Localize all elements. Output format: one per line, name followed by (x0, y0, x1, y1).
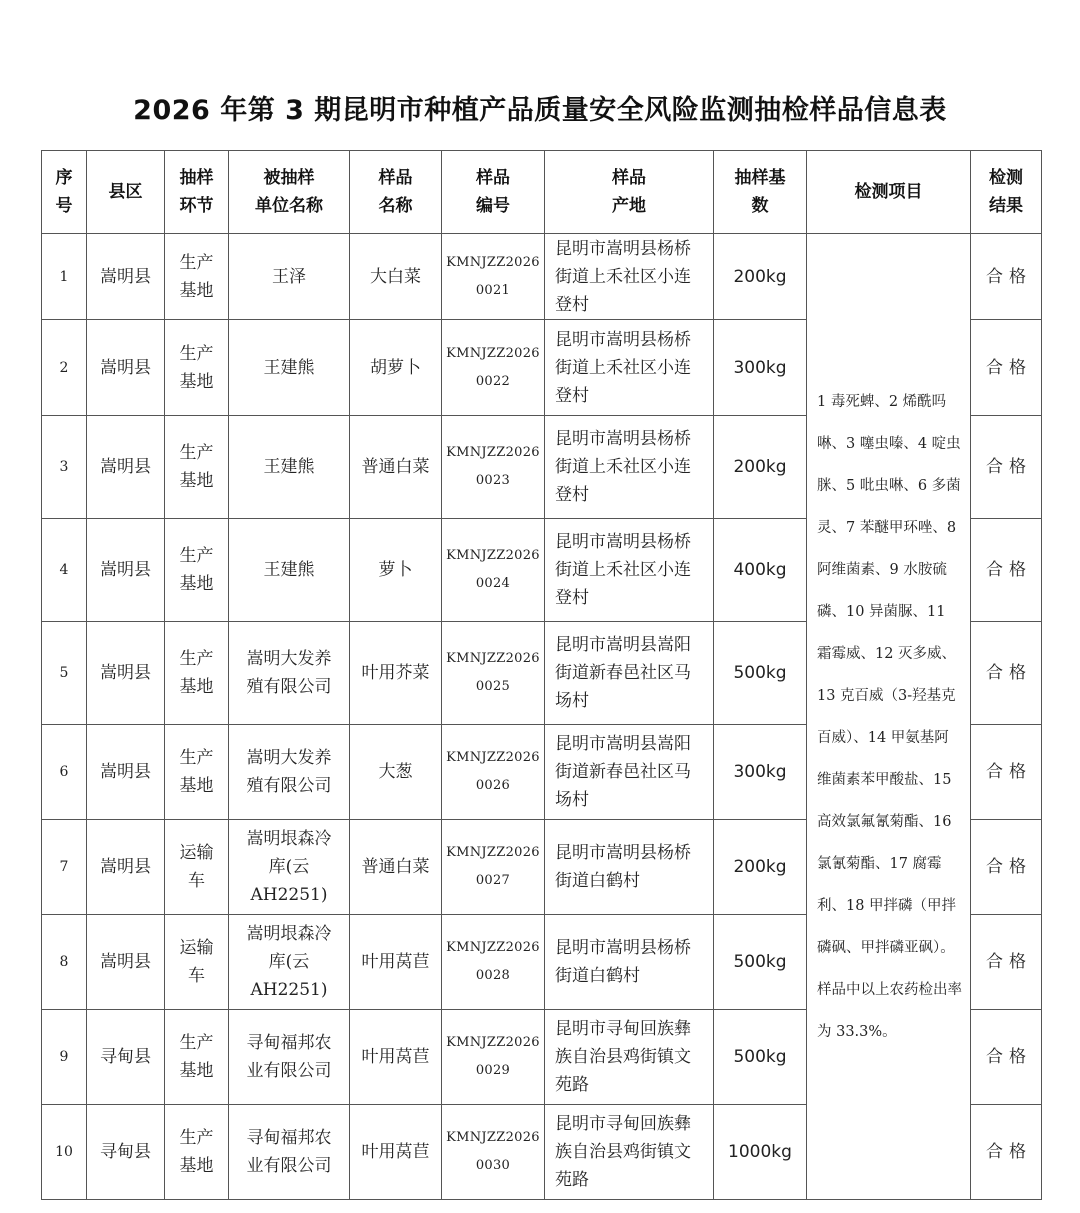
cell-qty: 200kg (714, 820, 807, 915)
cell-test-items: 1 毒死蜱、2 烯酰吗啉、3 噻虫嗪、4 啶虫脒、5 吡虫啉、6 多菌灵、7 苯醚甲环唑、8 阿维菌素、9 水胺硫磷、10 异菌脲、11 霜霉威、12 灭多威、13 克百威（3-羟基克百威）、14 甲氨基阿维菌素苯甲酸盐、15 高效氯氟氰菊酯、16 氯氰菊酯、17 腐霉利、18 甲拌磷（甲拌磷砜、甲拌磷亚砜）。样品中以上农药检出率为 33.3%。 (807, 234, 971, 1200)
cell-code: KMNJZZ2026 0022 (442, 320, 545, 416)
cell-origin: 昆明市寻甸回族彝 族自治县鸡街镇文 苑路 (545, 1105, 714, 1200)
header-code: 样品 编号 (442, 151, 545, 234)
cell-seq: 9 (42, 1010, 87, 1105)
cell-sample: 叶用莴苣 (350, 1010, 442, 1105)
cell-qty: 300kg (714, 725, 807, 820)
cell-stage: 生产 基地 (165, 725, 229, 820)
cell-result: 合格 (971, 234, 1042, 320)
cell-code: KMNJZZ2026 0027 (442, 820, 545, 915)
cell-qty: 200kg (714, 416, 807, 519)
cell-seq: 8 (42, 915, 87, 1010)
cell-sample: 叶用莴苣 (350, 1105, 442, 1200)
table-row (42, 234, 1042, 320)
cell-sample: 大白菜 (350, 234, 442, 320)
cell-qty: 500kg (714, 622, 807, 725)
cell-result: 合格 (971, 820, 1042, 915)
cell-qty: 500kg (714, 915, 807, 1010)
cell-code: KMNJZZ2026 0028 (442, 915, 545, 1010)
cell-unit: 嵩明大发养 殖有限公司 (229, 622, 350, 725)
cell-county: 嵩明县 (87, 519, 165, 622)
header-sample: 样品 名称 (350, 151, 442, 234)
cell-seq: 6 (42, 725, 87, 820)
cell-seq: 1 (42, 234, 87, 320)
cell-unit: 寻甸福邦农 业有限公司 (229, 1010, 350, 1105)
cell-origin: 昆明市嵩明县杨桥 街道上禾社区小连 登村 (545, 416, 714, 519)
cell-sample: 普通白菜 (350, 416, 442, 519)
cell-origin: 昆明市嵩明县杨桥 街道白鹤村 (545, 820, 714, 915)
cell-seq: 3 (42, 416, 87, 519)
cell-result: 合格 (971, 1105, 1042, 1200)
cell-result: 合格 (971, 915, 1042, 1010)
cell-stage: 生产 基地 (165, 416, 229, 519)
cell-stage: 生产 基地 (165, 234, 229, 320)
cell-seq: 4 (42, 519, 87, 622)
cell-code: KMNJZZ2026 0029 (442, 1010, 545, 1105)
cell-origin: 昆明市嵩明县杨桥 街道上禾社区小连 登村 (545, 519, 714, 622)
cell-seq: 5 (42, 622, 87, 725)
cell-result: 合格 (971, 725, 1042, 820)
cell-unit: 嵩明大发养 殖有限公司 (229, 725, 350, 820)
header-unit: 被抽样 单位名称 (229, 151, 350, 234)
cell-county: 嵩明县 (87, 915, 165, 1010)
cell-stage: 生产 基地 (165, 1010, 229, 1105)
cell-county: 寻甸县 (87, 1010, 165, 1105)
cell-county: 嵩明县 (87, 725, 165, 820)
header-result: 检测 结果 (971, 151, 1042, 234)
cell-sample: 叶用莴苣 (350, 915, 442, 1010)
cell-county: 嵩明县 (87, 234, 165, 320)
header-county: 县区 (87, 151, 165, 234)
cell-sample: 大葱 (350, 725, 442, 820)
cell-origin: 昆明市嵩明县杨桥 街道上禾社区小连 登村 (545, 320, 714, 416)
cell-code: KMNJZZ2026 0030 (442, 1105, 545, 1200)
cell-result: 合格 (971, 416, 1042, 519)
cell-seq: 7 (42, 820, 87, 915)
cell-unit: 王建熊 (229, 519, 350, 622)
cell-origin: 昆明市嵩明县杨桥 街道上禾社区小连 登村 (545, 234, 714, 320)
cell-county: 寻甸县 (87, 1105, 165, 1200)
cell-stage: 运输 车 (165, 820, 229, 915)
header-seq: 序 号 (42, 151, 87, 234)
cell-unit: 嵩明垠森冷 库(云 AH2251) (229, 915, 350, 1010)
header-items: 检测项目 (807, 151, 971, 234)
cell-county: 嵩明县 (87, 820, 165, 915)
cell-code: KMNJZZ2026 0024 (442, 519, 545, 622)
cell-county: 嵩明县 (87, 320, 165, 416)
cell-seq: 10 (42, 1105, 87, 1200)
cell-stage: 生产 基地 (165, 519, 229, 622)
cell-seq: 2 (42, 320, 87, 416)
cell-origin: 昆明市嵩明县嵩阳 街道新春邑社区马 场村 (545, 725, 714, 820)
cell-unit: 王建熊 (229, 416, 350, 519)
cell-result: 合格 (971, 320, 1042, 416)
cell-unit: 王泽 (229, 234, 350, 320)
cell-code: KMNJZZ2026 0023 (442, 416, 545, 519)
cell-sample: 普通白菜 (350, 820, 442, 915)
cell-qty: 200kg (714, 234, 807, 320)
header-qty: 抽样基 数 (714, 151, 807, 234)
cell-code: KMNJZZ2026 0021 (442, 234, 545, 320)
cell-stage: 生产 基地 (165, 1105, 229, 1200)
cell-unit: 王建熊 (229, 320, 350, 416)
cell-origin: 昆明市寻甸回族彝 族自治县鸡街镇文 苑路 (545, 1010, 714, 1105)
cell-qty: 1000kg (714, 1105, 807, 1200)
cell-qty: 400kg (714, 519, 807, 622)
cell-code: KMNJZZ2026 0025 (442, 622, 545, 725)
cell-stage: 生产 基地 (165, 622, 229, 725)
cell-sample: 萝卜 (350, 519, 442, 622)
cell-origin: 昆明市嵩明县嵩阳 街道新春邑社区马 场村 (545, 622, 714, 725)
cell-unit: 嵩明垠森冷 库(云 AH2251) (229, 820, 350, 915)
cell-county: 嵩明县 (87, 416, 165, 519)
cell-county: 嵩明县 (87, 622, 165, 725)
cell-result: 合格 (971, 622, 1042, 725)
document-title: 2026 年第 3 期昆明市种植产品质量安全风险监测抽检样品信息表 (133, 95, 947, 126)
cell-qty: 500kg (714, 1010, 807, 1105)
header-stage: 抽样 环节 (165, 151, 229, 234)
cell-sample: 叶用芥菜 (350, 622, 442, 725)
cell-result: 合格 (971, 1010, 1042, 1105)
header-origin: 样品 产地 (545, 151, 714, 234)
sample-info-table (41, 150, 1042, 1200)
cell-qty: 300kg (714, 320, 807, 416)
cell-stage: 生产 基地 (165, 320, 229, 416)
cell-code: KMNJZZ2026 0026 (442, 725, 545, 820)
cell-unit: 寻甸福邦农 业有限公司 (229, 1105, 350, 1200)
cell-result: 合格 (971, 519, 1042, 622)
cell-origin: 昆明市嵩明县杨桥 街道白鹤村 (545, 915, 714, 1010)
cell-sample: 胡萝卜 (350, 320, 442, 416)
cell-stage: 运输 车 (165, 915, 229, 1010)
table-header-row (42, 151, 1042, 234)
